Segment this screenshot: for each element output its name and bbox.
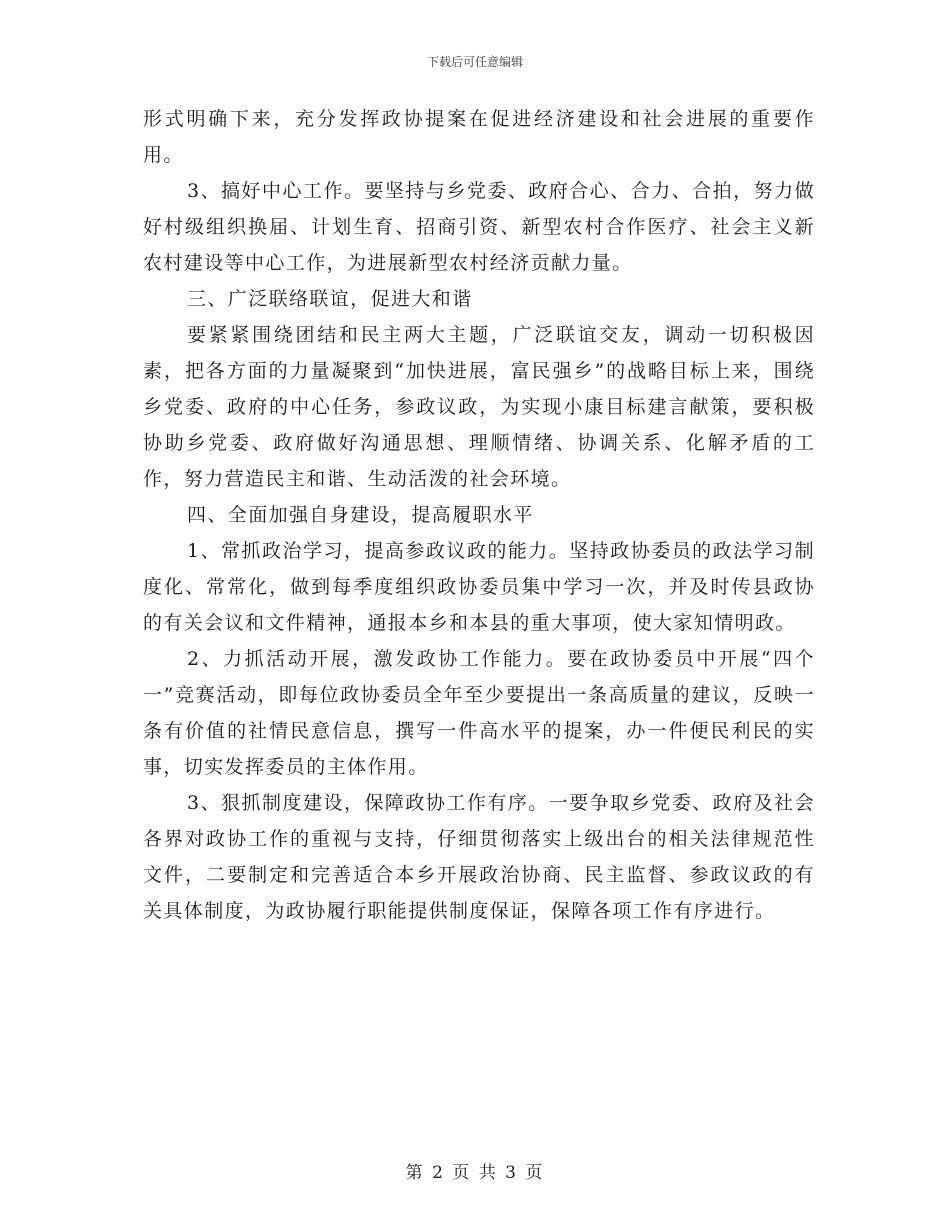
paragraph-item: 要紧紧围绕团结和民主两大主题，广泛联谊交友，调动一切积极因素，把各方面的力量凝聚到“加快进展，富民强乡”的战略目标上来，围绕乡党委、政府的中心任务，参政议政，为实现小康目标建言献策，要积极协助乡党委、政府做好沟通思想、理顺情绪、协调关系、化解矛盾的工作，努力营造民主和谐、生动活泼的社会环境。 [143, 324, 815, 490]
paragraph-item: 1、常抓政治学习，提高参政议政的能力。坚持政协委员的政法学习制度化、常常化，做到每季度组织政协委员集中学习一次，并及时传县政协的有关会议和文件精神，通报本乡和本县的重大事项，使大家知情明政。 [143, 540, 815, 634]
section-heading: 三、广泛联络联谊，促进大和谐 [187, 288, 473, 310]
paragraph-continuation: 形式明确下来，充分发挥政协提案在促进经济建设和社会进展的重要作用。 [143, 108, 815, 166]
paragraph-item: 2、力抓活动开展，激发政协工作能力。要在政协委员中开展“四个一”竞赛活动，即每位政协委员全年至少要提出一条高质量的建议，反映一条有价值的社情民意信息，撰写一件高水平的提案，办一件便民利民的实事，切实发挥委员的主体作用。 [143, 648, 815, 778]
page-header: 下载后可任意编辑 [426, 55, 523, 69]
section-heading: 四、全面加强自身建设，提高履职水平 [187, 504, 534, 526]
paragraph-item: 3、搞好中心工作。要坚持与乡党委、政府合心、合力、合拍，努力做好村级组织换届、计划生育、招商引资、新型农村合作医疗、社会主义新农村建设等中心工作，为进展新型农村经济贡献力量。 [143, 180, 815, 274]
paragraph-item: 3、狠抓制度建设，保障政协工作有序。一要争取乡党委、政府及社会各界对政协工作的重视与支持，仔细贯彻落实上级出台的相关法律规范性文件，二要制定和完善适合本乡开展政治协商、民主监督、参政议政的有关具体制度，为政协履行职能提供制度保证，保障各项工作有序进行。 [143, 792, 815, 922]
page-number: 第 2 页 共 3 页 [405, 1163, 545, 1183]
document-body [143, 101, 815, 929]
